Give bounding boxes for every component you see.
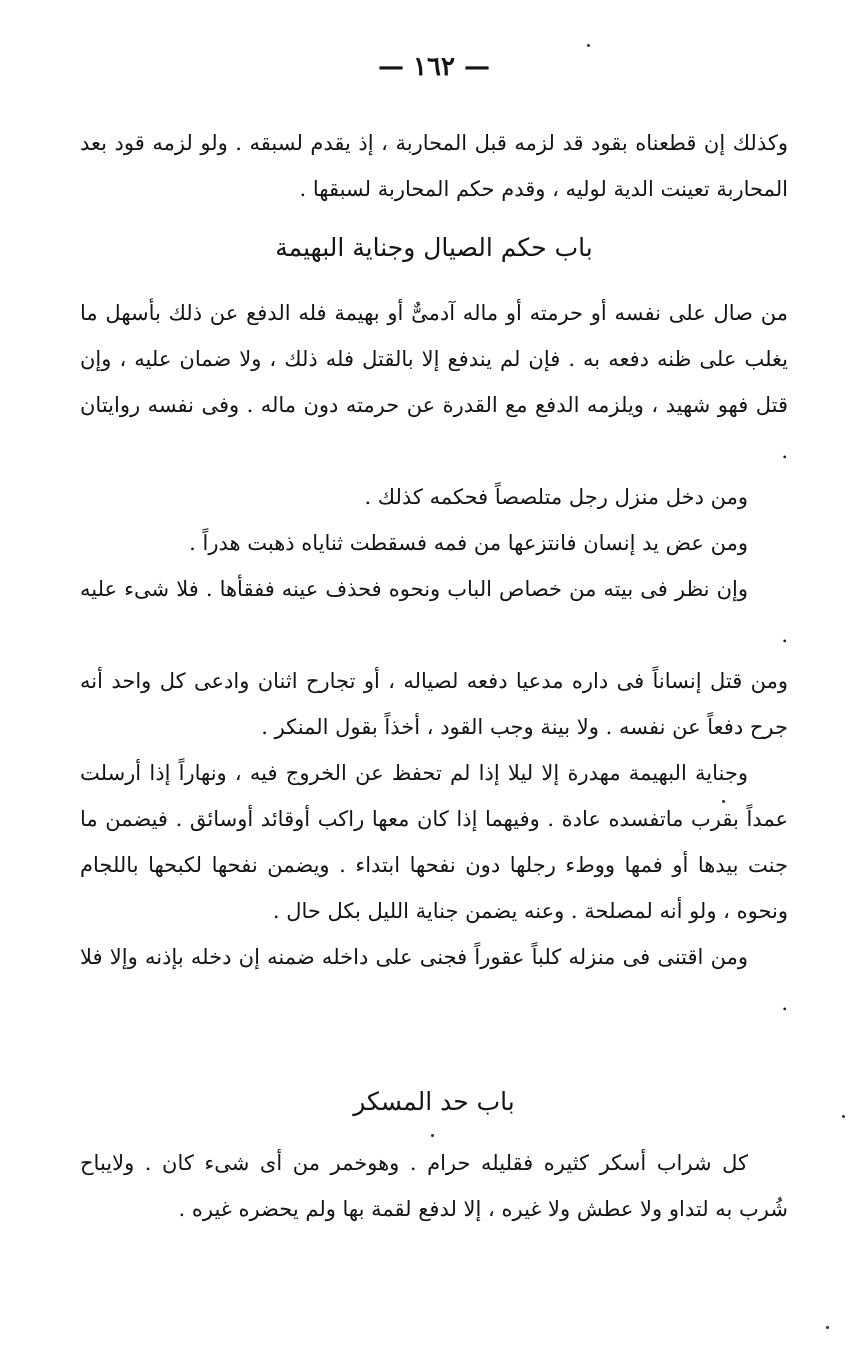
paragraph-bite: ومن عض يد إنسان فانتزعها من فمه فسقطت ثناياه ذهبت هدراً . (189, 531, 748, 555)
paragraph-animal-damage: وجناية البهيمة مهدرة إلا ليلا إذا لم تحفظ عن الخروج فيه ، ونهاراً إذا أرسلت عمداً بقرب ماتفسده عادة . وفيهما إذا كان معها راكب أوقائد أوسائق . فيضمن ما جنت بيدها أو فمها ووطء رجلها دون نفحها ابتداء . ويضمن نفحها لكبحها باللجام ونحوه ، ولو أنه لمصلحة . وعنه يضمن جناية الليل بكل حال . (80, 761, 788, 923)
paragraph-text: وكذلك إن قطعناه بقود قد لزمه قبل المحاربة ، إذ يقدم لسبقه . ولو لزمه قود بعد المحاربة تعينت الدية لوليه ، وقدم حكم المحاربة لسبقها . (80, 131, 788, 201)
section-heading-intoxicants: باب حد المسكر (353, 1087, 515, 1116)
paragraph-defense: من صال على نفسه أو حرمته أو ماله آدمىٌّ أو بهيمة فله الدفع عن ذلك بأسهل ما يغلب على ظنه دفعه به . فإن لم يندفع إلا بالقتل فله ذلك ، ولا ضمان عليه ، وإن قتل فهو شهيد ، ويلزمه الدفع مع القدرة عن حرمته دون ماله . وفى نفسه روايتان . (80, 301, 788, 463)
scan-speck (826, 1326, 829, 1329)
section-body-assault (80, 290, 788, 1026)
paragraph-intoxicants: كل شراب أسكر كثيره فقليله حرام . وهوخمر من أى شىء كان . ولايباح شُرب به لتداو ولا عطش ولا غيره ، إلا لدفع لقمة بها ولم يحضره غيره . (80, 1151, 788, 1221)
scan-speck (722, 800, 725, 803)
page-number: — ١٦٢ — (377, 52, 491, 82)
paragraph-peeping: وإن نظر فى بيته من خصاص الباب ونحوه فحذف عينه ففقأها . فلا شىء عليه . (80, 577, 788, 647)
section-heading-assault: باب حكم الصيال وجناية البهيمة (275, 233, 593, 262)
scan-speck (842, 1115, 845, 1118)
paragraph-killing-claim: ومن قتل إنساناً فى داره مدعيا دفعه لصياله ، أو تجارح اثنان وادعى كل واحد أنه جرح دفعاً عن نفسه . ولا بينة وجب القود ، أخذاً بقول المنكر . (80, 669, 788, 739)
paragraph-burglar: ومن دخل منزل رجل متلصصاً فحكمه كذلك . (364, 485, 748, 509)
paragraph-dog: ومن اقتنى فى منزله كلباً عقوراً فجنى على داخله ضمنه إن دخله بإذنه وإلا فلا . (80, 945, 788, 1015)
scan-speck (431, 1134, 434, 1137)
paragraph-intro (80, 120, 788, 212)
scan-speck (587, 44, 590, 47)
section-body-intoxicants (80, 1140, 788, 1232)
